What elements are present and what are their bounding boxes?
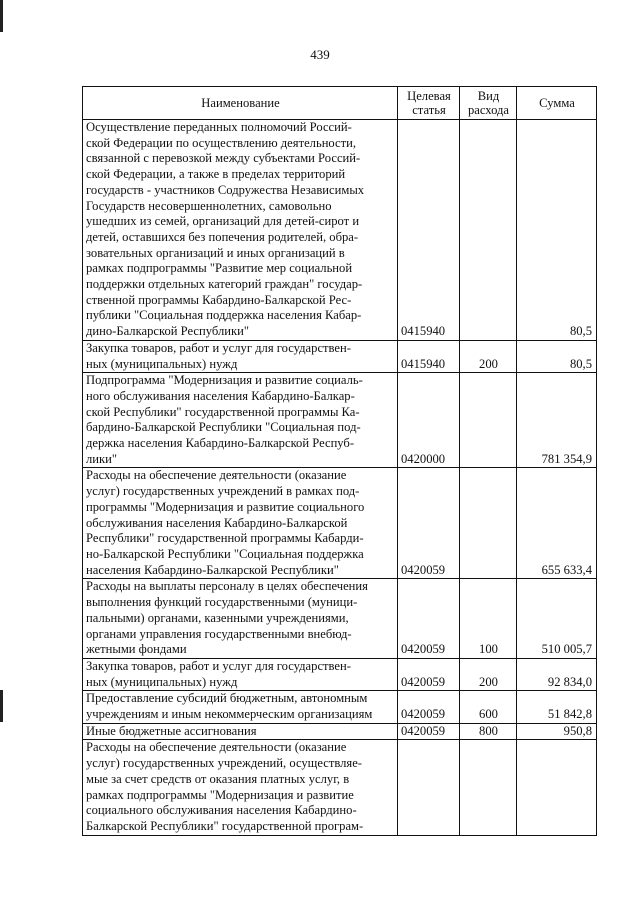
table-row xyxy=(83,468,597,579)
row-expense-kind xyxy=(460,740,517,835)
row-name: Иные бюджетные ассигнования xyxy=(83,723,398,740)
row-expense-kind: 800 xyxy=(460,723,517,740)
scan-edge-mark-top xyxy=(0,0,3,32)
row-expense-kind xyxy=(460,468,517,579)
table-header xyxy=(83,87,597,120)
table-row xyxy=(83,740,597,835)
row-name: Подпрограмма "Модернизация и развитие социаль- ного обслуживания населения Кабардино-Балкар- ской Республики" государственной программы Ка- бардино-Балкарской Республики "Социальная под- держка населения Кабардино-Балкарской Респуб- лики" xyxy=(83,373,398,468)
table-row xyxy=(83,658,597,690)
table-row xyxy=(83,120,597,341)
row-name: Закупка товаров, работ и услуг для государствен- ных (муниципальных) нужд xyxy=(83,658,398,690)
row-target-article: 0420059 xyxy=(398,658,460,690)
table-row xyxy=(83,691,597,723)
row-name: Закупка товаров, работ и услуг для государствен- ных (муниципальных) нужд xyxy=(83,340,398,372)
row-target-article: 0420059 xyxy=(398,468,460,579)
row-target-article: 0420059 xyxy=(398,579,460,659)
row-expense-kind xyxy=(460,120,517,341)
row-sum: 51 842,8 xyxy=(517,691,597,723)
budget-table xyxy=(82,86,597,836)
row-sum: 80,5 xyxy=(517,340,597,372)
header-expense-kind xyxy=(460,87,517,120)
row-name: Предоставление субсидий бюджетным, автономным учреждениям и иным некоммерческим организациям xyxy=(83,691,398,723)
row-sum: 950,8 xyxy=(517,723,597,740)
row-expense-kind: 200 xyxy=(460,340,517,372)
header-name: Наименование xyxy=(83,87,398,120)
row-sum xyxy=(517,740,597,835)
page-number: 439 xyxy=(310,47,330,62)
row-expense-kind xyxy=(460,373,517,468)
scan-edge-mark-middle xyxy=(0,690,3,722)
table-row xyxy=(83,723,597,740)
row-sum: 92 834,0 xyxy=(517,658,597,690)
row-target-article: 0420059 xyxy=(398,723,460,740)
row-expense-kind: 200 xyxy=(460,658,517,690)
row-expense-kind: 600 xyxy=(460,691,517,723)
row-target-article: 0420000 xyxy=(398,373,460,468)
header-sum: Сумма xyxy=(517,87,597,120)
row-name: Осуществление переданных полномочий Россий- ской Федерации по осуществлению деятельности, связанной с перевозкой между субъектами Россий- ской Федерации, а также в пределах территорий государств - участников Содружества Независимых Государств несовершеннолетних, самовольно ушедших из семей, организаций для детей-сирот и детей, оставшихся без попечения родителей, обра- зовательных организаций и иных организаций в рамках подпрограммы "Развитие мер социальной поддержки отдельных категорий граждан" государ- ственной программы Кабардино-Балкарской Рес- публики "Социальная поддержка населения Кабар- дино-Балкарской Республики" xyxy=(83,120,398,341)
header-target-article xyxy=(398,87,460,120)
header-expense-kind-line1: Вид xyxy=(477,89,500,103)
table-row xyxy=(83,340,597,372)
row-sum: 781 354,9 xyxy=(517,373,597,468)
row-expense-kind: 100 xyxy=(460,579,517,659)
row-sum: 80,5 xyxy=(517,120,597,341)
row-name: Расходы на обеспечение деятельности (оказание услуг) государственных учреждений, осуществляе- мые за счет средств от оказания платных услуг, в рамках подпрограммы "Модернизация и развитие социального обслуживания населения Кабардино- Балкарской Республики" государственной програм- xyxy=(83,740,398,835)
row-name: Расходы на обеспечение деятельности (оказание услуг) государственных учреждений в рамках под- программы "Модернизация и развитие социального обслуживания населения Кабардино-Балкарской Республики" государственной программы Кабарди- но-Балкарской Республики "Социальная поддержка населения Кабардино-Балкарской Республики" xyxy=(83,468,398,579)
row-sum: 655 633,4 xyxy=(517,468,597,579)
table-body xyxy=(83,120,597,836)
row-target-article: 0420059 xyxy=(398,691,460,723)
table-row xyxy=(83,579,597,659)
header-expense-kind-line2: расхода xyxy=(467,103,510,117)
row-target-article xyxy=(398,740,460,835)
row-target-article: 0415940 xyxy=(398,340,460,372)
row-name: Расходы на выплаты персоналу в целях обеспечения выполнения функций государственными (муници- пальными) органами, казенными учреждениями, органами управления государственными внебюд- жетными фондами xyxy=(83,579,398,659)
header-target-article-line1: Целевая xyxy=(407,89,451,103)
table-row xyxy=(83,373,597,468)
row-sum: 510 005,7 xyxy=(517,579,597,659)
row-target-article: 0415940 xyxy=(398,120,460,341)
header-target-article-line2: статья xyxy=(412,103,446,117)
header-row xyxy=(83,87,597,120)
